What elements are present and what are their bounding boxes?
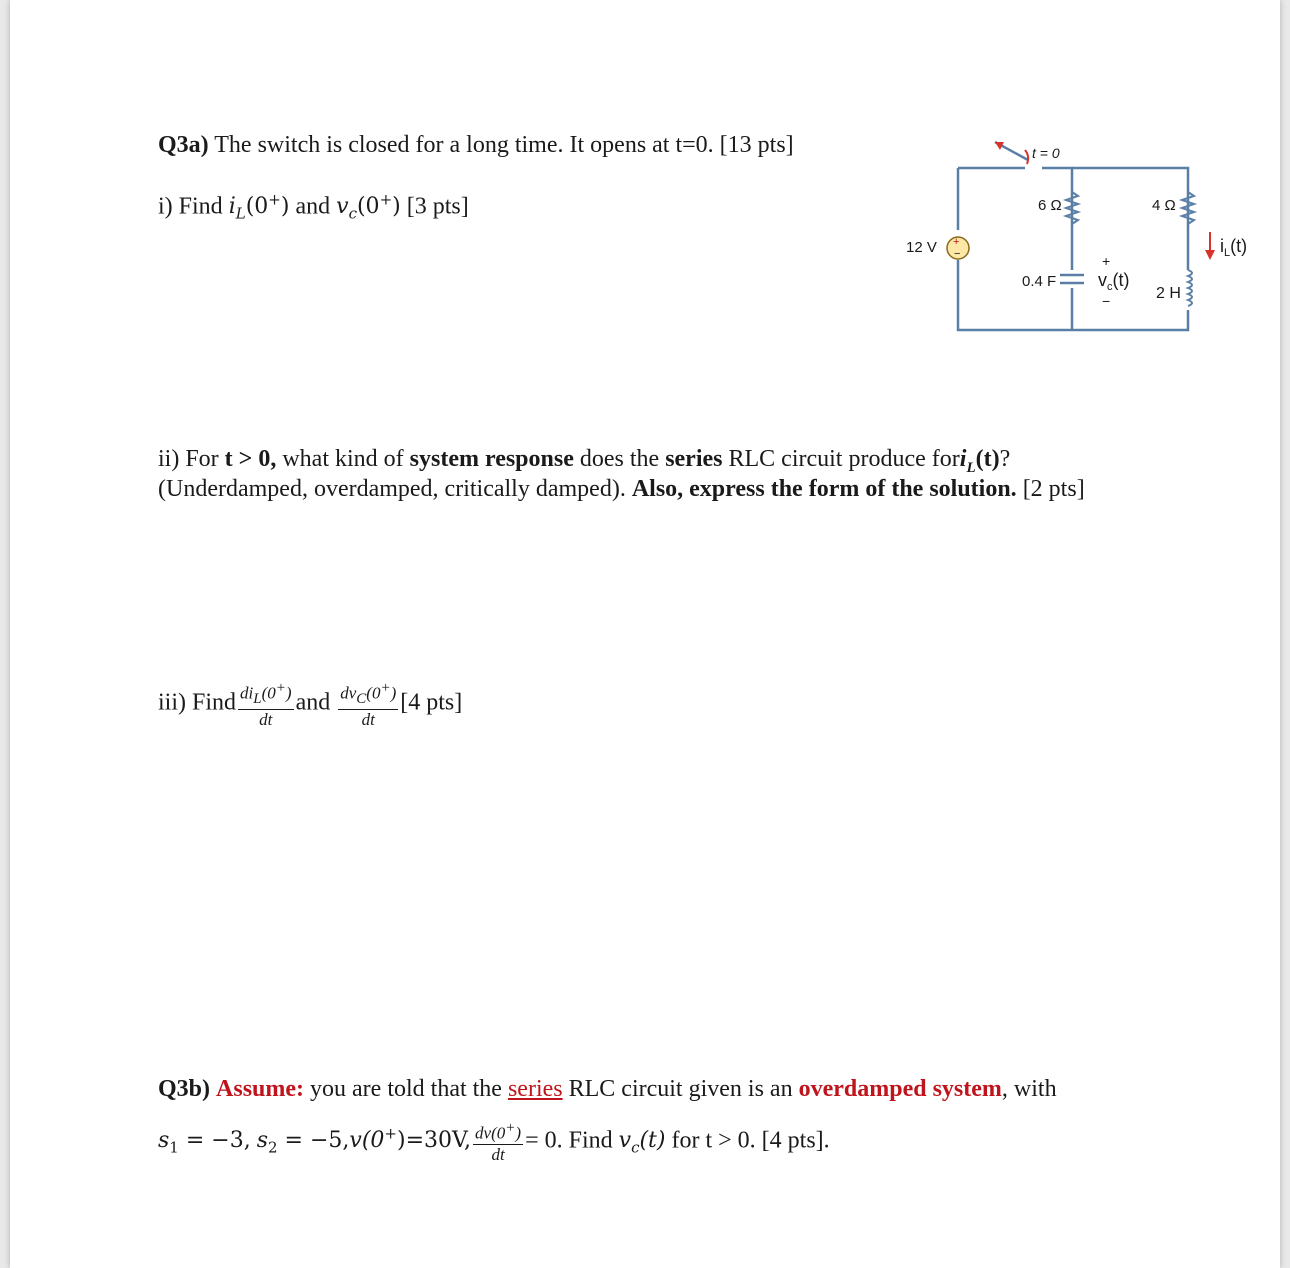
voltage-source-symbol: [946, 230, 970, 260]
current-arrow-icon: [1205, 232, 1215, 260]
vct-expression: $v_c(t)$: [618, 1128, 666, 1157]
vc-plus-sign: +: [1102, 253, 1111, 269]
switch-time-label: t = 0: [1032, 145, 1060, 161]
diL-dt-fraction: $\frac{di_L(0^+)}{dt}$: [240, 680, 292, 730]
capacitor-label: 0.4 F: [1022, 273, 1057, 290]
part-ii-question-mark: ?: [999, 446, 1011, 472]
svg-text:−: −: [954, 248, 961, 260]
part-i-and: and: [295, 193, 331, 220]
vc-expression: $v_c(0^+)$: [336, 191, 401, 223]
part-i-pts: [3 pts]: [406, 193, 469, 220]
iL-expression: $i_L(0^+)$: [228, 191, 290, 223]
q3b-line1: [158, 1074, 1057, 1104]
q3b-label: Q3b): [158, 1076, 211, 1102]
vc-minus-sign: −: [1102, 293, 1111, 309]
dvc-dt-fraction: $\frac{dv_C(0^+)}{dt}$: [340, 680, 397, 730]
q3a-part-iii: [158, 678, 462, 730]
part-iii-prefix: iii) Find: [158, 689, 237, 716]
q3a-part-i: [158, 185, 469, 229]
inductor-symbol: [1180, 270, 1196, 310]
part-ii-text-c: does the: [579, 446, 660, 472]
part-ii-form-request: Also, express the form of the solution.: [631, 476, 1017, 502]
resistor-6ohm-label: 6 Ω: [1038, 197, 1062, 214]
vc-voltage-label: $v_c(t)$: [1098, 270, 1130, 293]
q3b-text-c: , with: [1001, 1076, 1057, 1102]
q3b-line2: [158, 1112, 830, 1170]
q3a-intro: The switch is closed for a long time. It opens at t=0. [13 pts]: [214, 132, 794, 158]
s1-value: $s_1 = -3$,: [158, 1128, 251, 1157]
iL-current-label: $i_L(t)$: [1220, 236, 1248, 259]
q3a-label: Q3a): [158, 132, 209, 158]
resistor-4ohm-label: 4 Ω: [1152, 197, 1176, 214]
source-voltage-label: 12 V: [906, 239, 937, 256]
rlc-circuit-diagram: [880, 120, 1280, 350]
svg-text:+: +: [953, 236, 960, 248]
part-ii-text-a: ii) For: [158, 446, 219, 472]
part-ii-pts: [2 pts]: [1022, 476, 1085, 502]
part-ii-system-response: system response: [409, 446, 574, 472]
part-iii-pts: [4 pts]: [400, 689, 463, 716]
part-ii-text-d: RLC circuit produce for: [728, 446, 960, 472]
dv-dt-fraction: $\frac{dv(0^+)}{dt}$: [475, 1120, 522, 1165]
part-i-prefix: i) Find: [158, 193, 223, 220]
part-ii-text-b: what kind of: [282, 446, 404, 472]
capacitor-symbol: [1060, 270, 1084, 288]
q3b-series: series: [507, 1076, 563, 1102]
s2-value: $s_2 = -5$,: [256, 1128, 350, 1157]
part-ii-condition: t > 0,: [224, 446, 277, 472]
q3b-text-a: you are told that the: [310, 1076, 502, 1102]
part-ii-options: (Underdamped, overdamped, critically damped).: [158, 476, 626, 502]
switch-symbol: [995, 142, 1060, 164]
q3b-eq-zero: = 0. Find: [525, 1127, 613, 1154]
q3a-heading: [158, 130, 794, 160]
q3b-overdamped: overdamped system: [798, 1076, 1002, 1102]
part-ii-iLt: $i_L(t)$: [959, 446, 1000, 476]
part-iii-and: and: [295, 689, 331, 716]
part-ii-series: series: [665, 446, 723, 472]
q3b-assume: Assume:: [216, 1076, 305, 1102]
q3b-text-b: RLC circuit given is an: [568, 1076, 793, 1102]
q3a-part-ii-line2: [158, 474, 1085, 504]
q3b-for-t: for t > 0. [4 pts].: [671, 1127, 830, 1154]
v0-value: v(0+)=30V,: [349, 1125, 472, 1154]
inductor-label: 2 H: [1156, 285, 1181, 302]
document-page: [10, 0, 1280, 1268]
